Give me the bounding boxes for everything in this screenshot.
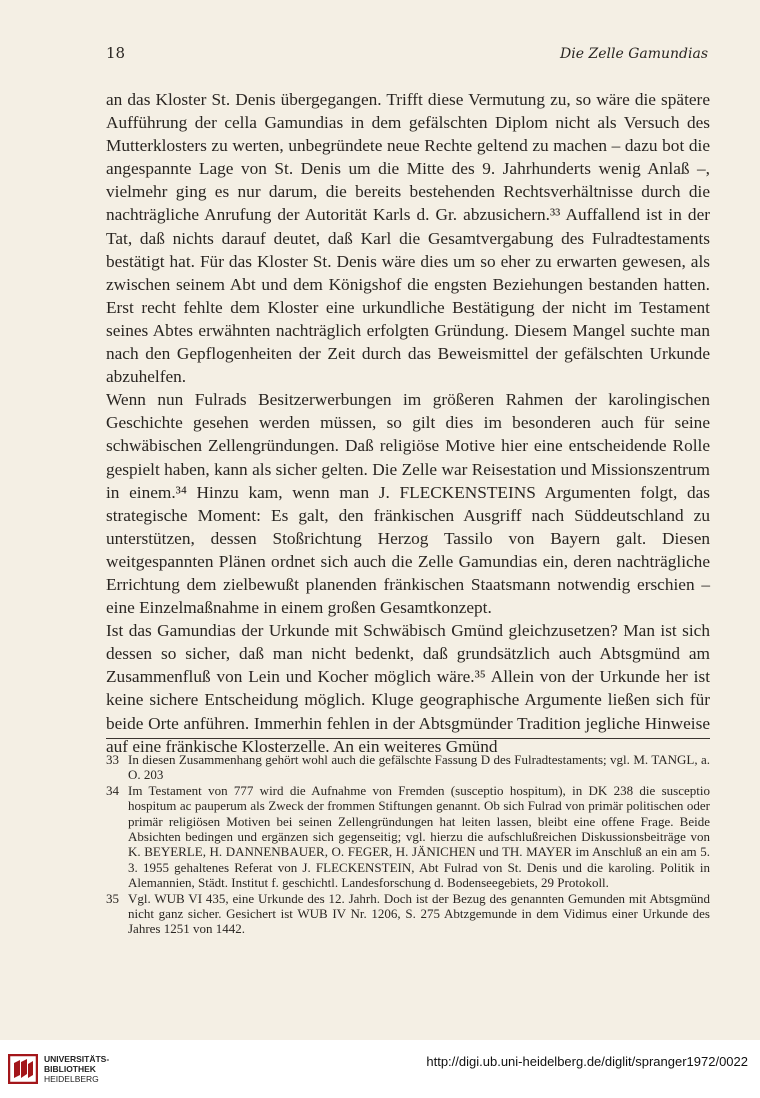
logo-line: HEIDELBERG: [44, 1074, 99, 1084]
body-text: [106, 88, 710, 758]
library-logo-text: [44, 1054, 109, 1084]
logo-line: UNIVERSITÄTS-: [44, 1054, 110, 1064]
footnote-number: 34: [106, 782, 119, 798]
running-title: Die Zelle Gamundias: [560, 46, 708, 62]
footnote-number: 33: [106, 752, 119, 767]
logo-line: BIBLIOTHEK: [44, 1064, 96, 1074]
footnote: [106, 752, 710, 783]
viewer-footer: [0, 1040, 760, 1098]
footnotes: [106, 752, 710, 937]
footnote-text: Vgl. WUB VI 435, eine Urkunde des 12. Jahrh. Doch ist der Bezug des genannten Gemunden mit Abtsgmünd nicht ganz sicher. Gesichert ist WUB IV Nr. 1206, S. 275 Abtzgemunde in dem Vidimus einer Urkunde des Jahres 1251 von 1442.: [128, 890, 710, 937]
permalink-url[interactable]: http://digi.ub.uni-heidelberg.de/diglit/spranger1972/0022: [426, 1054, 748, 1069]
page-number: 18: [106, 44, 126, 62]
footnote-text: Im Testament von 777 wird die Aufnahme von Fremden (susceptio hospitum), in DK 238 die susceptio hospitum ac pauperum als Zweck der frommen Stiftungen genannt. Ob sich Fulrad von primär politischen oder primär religiösen Motiven bei seinen Zellengründungen hat leiten lassen, bleibt eine offene Frage. Beide Absichten bedingen und ergänzen sich gegenseitig; vgl. hierzu die aufschlußreichen Diskussionsbeiträge von K. BEYERLE, H. DANNENBAUER, O. FEGER, H. JÄNICHEN und TH. MAYER im Anschluß an ein am 5. 3. 1955 gehaltenes Referat von J. FLECKENSTEIN, Abt Fulrad von St. Denis und die karoling. Politik in Alemannien, Städt. Institut f. geschichtl. Landesforschung d. Bodenseegebiets, 29 Protokoll.: [128, 782, 710, 891]
footnote-number: 35: [106, 890, 119, 906]
library-logo-icon: [8, 1054, 38, 1084]
footnote: [106, 891, 710, 937]
paragraph-3: Ist das Gamundias der Urkunde mit Schwäbisch Gmünd gleichzusetzen? Man ist sich dessen so sicher, daß man nicht bedenkt, daß grundsätzlich auch Abtsgmünd am Zusammenfluß von Lein und Kocher möglich wäre.³⁵ Allein von der Urkunde her ist keine sichere Entscheidung möglich. Kluge geographische Argumente ließen sich für beide Orte anführen. Immerhin fehlen in der Abtsgmünder Tradition jegliche Hinweise auf eine fränkische Klosterzelle. An ein weiteres Gmünd: [106, 621, 710, 756]
footnote-separator: [106, 738, 710, 739]
library-logo[interactable]: [8, 1054, 109, 1084]
footnote: [106, 783, 710, 891]
paragraph-1: an das Kloster St. Denis übergegangen. Trifft diese Vermutung zu, so wäre die spätere Aufführung der cella Gamundias in dem gefälschten Diplom nicht als Versuch des Mutterklosters zu werten, unbegründete neue Rechte geltend zu machen – dazu bot die angespannte Lage von St. Denis um die Mitte des 9. Jahrhunderts wenig Anlaß –, vielmehr ging es nur darum, die bereits bestehenden Rechtsverhältnisse durch die nachträgliche Anrufung der Autorität Karls d. Gr. abzusichern.³³ Auffallend ist in der Tat, daß nichts darauf deutet, daß Karl die Gesamtvergabung des Fulradtestaments bestätigt hat. Für das Kloster St. Denis wäre dies um so eher zu erwarten gewesen, als zwischen seinem Abt und dem Königshof die engsten Beziehungen bestanden hatten. Erst recht fehlte dem Kloster eine urkundliche Bestätigung der nicht im Testament seines Abtes erwähnten nachträglich erfolgten Gründung. Diesem Mangel suchte man nach den Gepflogenheiten der Zeit durch das Beweismittel der gefälschten Urkunde abzuhelfen.: [106, 90, 710, 387]
footnote-text: In diesen Zusammenhang gehört wohl auch die gefälschte Fassung D des Fulradtestaments; vgl. M. TANGL, a. O. 203: [128, 752, 710, 783]
paragraph-2: Wenn nun Fulrads Besitzerwerbungen im größeren Rahmen der karolingischen Geschichte gesehen werden müssen, so gilt dies im besonderen auch für seine schwäbischen Zellengründungen. Daß religiöse Motive hier eine entscheidende Rolle gespielt haben, kann als sicher gelten. Die Zelle war Reisestation und Missionszentrum in einem.³⁴ Hinzu kam, wenn man J. FLECKENSTEINS Argumenten folgt, das strategische Moment: Es galt, den fränkischen Ausgriff nach Süddeutschland zu unterstützen, dessen Stoßrichtung Herzog Tassilo von Bayern galt. Diesen weitgespannten Plänen ordnet sich auch die Zelle Gamundias ein, deren nachträgliche Errichtung dem zielbewußt planenden fränkischen Staatsmann notwendig erschien – eine Einzelmaßnahme in einem großen Gesamtkonzept.: [106, 390, 710, 618]
